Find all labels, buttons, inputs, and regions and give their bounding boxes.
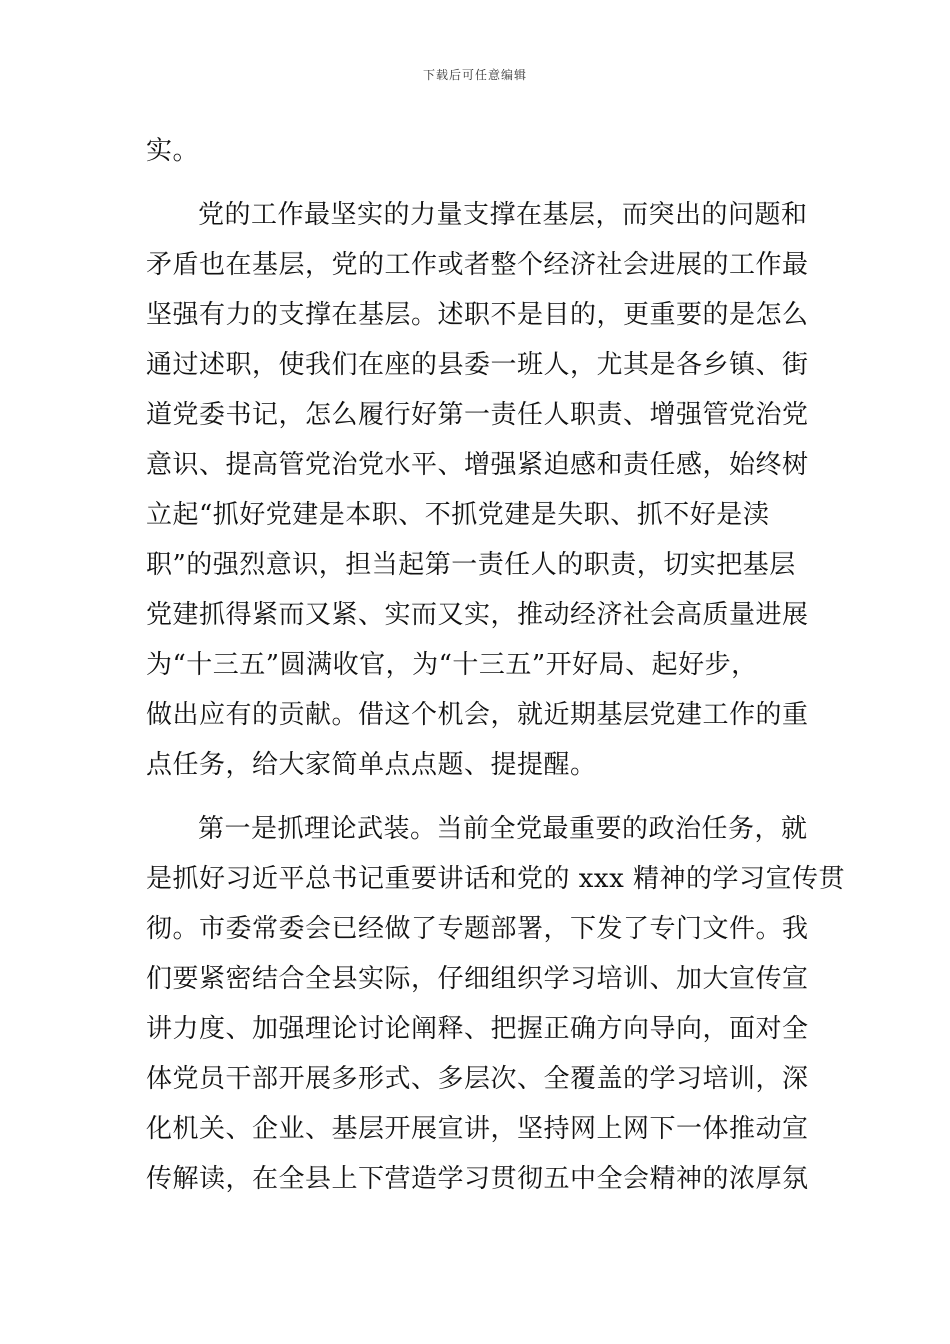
- text-line: 讲力度、加强理论讨论阐释、把握正确方向导向，面对全: [146, 1014, 809, 1044]
- text-line: 体党员干部开展多形式、多层次、全覆盖的学习培训，深: [146, 1064, 809, 1094]
- text-line: 通过述职，使我们在座的县委一班人，尤其是各乡镇、街: [146, 350, 809, 380]
- text-line: 职”的强烈意识，担当起第一责任人的职责，切实把基层: [146, 550, 796, 580]
- text-line: 点任务，给大家简单点点题、提提醒。: [146, 750, 597, 780]
- text-line: 矛盾也在基层，党的工作或者整个经济社会进展的工作最: [146, 250, 809, 280]
- text-line: 坚强有力的支撑在基层。述职不是目的，更重要的是怎么: [146, 300, 809, 330]
- text-line: 党的工作最坚实的力量支撑在基层，而突出的问题和: [198, 200, 808, 230]
- text-line: 们要紧密结合全县实际，仔细组织学习培训、加大宣传宣: [146, 964, 809, 994]
- text-line: 立起“抓好党建是本职、不抓党建是失职、抓不好是渎: [146, 500, 770, 530]
- paragraph-theory: [146, 804, 846, 1204]
- text-line: 第一是抓理论武装。当前全党最重要的政治任务，就: [198, 814, 808, 844]
- text-line: 化机关、企业、基层开展宣讲，坚持网上网下一体推动宣: [146, 1114, 809, 1144]
- text-line: 实。: [146, 136, 200, 166]
- text-line: 做出应有的贡献。借这个机会，就近期基层党建工作的重: [146, 700, 809, 730]
- text-line: 为“十三五”圆满收官，为“十三五”开好局、起好步，: [146, 650, 758, 680]
- text-line: 是抓好习近平总书记重要讲话和党的 xxx 精神的学习宣传贯: [146, 864, 846, 894]
- document-body: [146, 126, 846, 1204]
- paragraph-grassroots: [146, 190, 808, 790]
- text-line: 传解读，在全县上下营造学习贯彻五中全会精神的浓厚氛: [146, 1164, 809, 1194]
- text-line: 意识、提高管党治党水平、增强紧迫感和责任感，始终树: [146, 450, 809, 480]
- text-line: 党建抓得紧而又紧、实而又实，推动经济社会高质量进展: [146, 600, 809, 630]
- text-line: 道党委书记，怎么履行好第一责任人职责、增强管党治党: [146, 400, 809, 430]
- text-line: 彻。市委常委会已经做了专题部署，下发了专门文件。我: [146, 914, 809, 944]
- paragraph-continuation: [146, 126, 808, 176]
- page-header: 下载后可任意编辑: [422, 68, 527, 82]
